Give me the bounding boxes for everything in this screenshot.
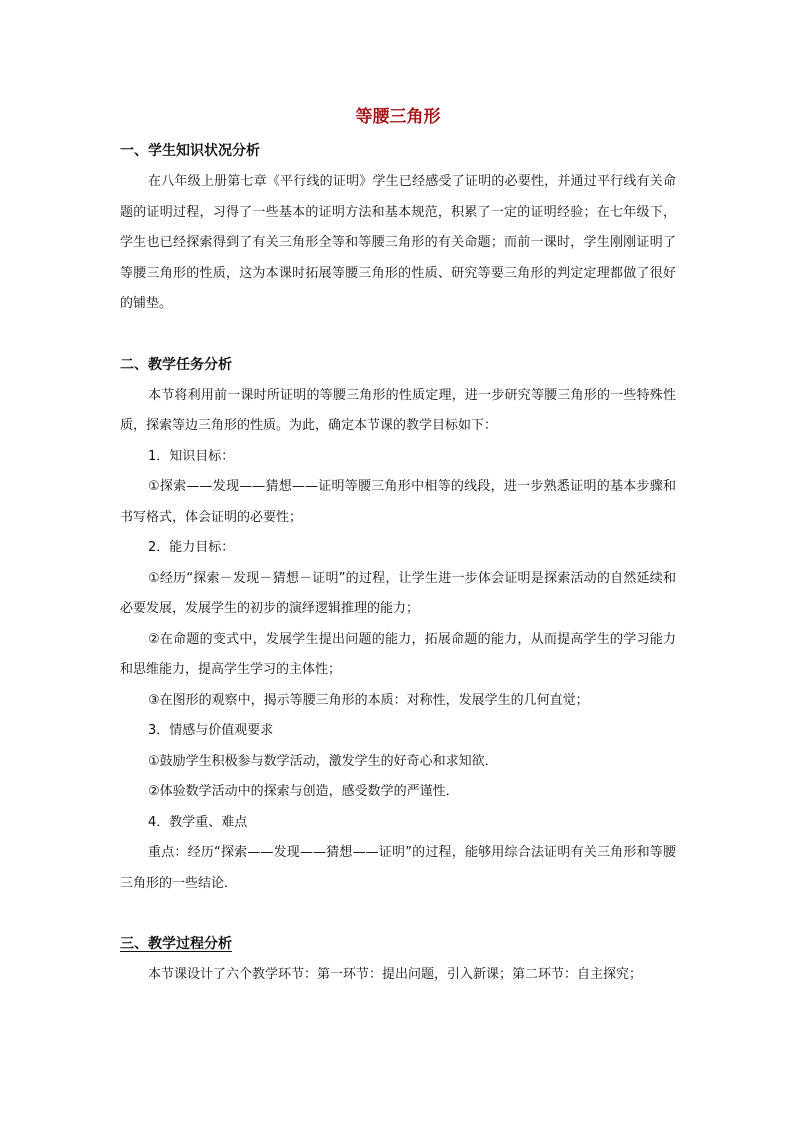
paragraph: ①鼓励学生积极参与数学活动，激发学生的好奇心和求知欲． bbox=[148, 753, 498, 769]
section-teaching-task bbox=[120, 355, 676, 900]
document-page bbox=[120, 98, 676, 991]
list-item: 1．知识目标： bbox=[148, 448, 235, 464]
section-spacer bbox=[120, 899, 676, 934]
paragraph: ①探索——发现——猜想——证明等腰三角形中相等的线段，进一步熟悉证明的基本步骤和书写格式，体会证明的必要性； bbox=[120, 479, 676, 525]
section-heading: 二、教学任务分析 bbox=[120, 356, 232, 373]
paragraph: 本节将利用前一课时所证明的等腰三角形的性质定理，进一步研究等腰三角形的一些特殊性质，探索等边三角形的性质。为此，确定本节课的教学目标如下： bbox=[120, 387, 676, 433]
paragraph: 重点：经历“探索——发现——猜想——证明”的过程，能够用综合法证明有关三角形和等腰三角形的一些结论． bbox=[120, 845, 676, 891]
section-heading: 三、教学过程分析 bbox=[120, 936, 232, 952]
list-item: 2．能力目标： bbox=[148, 540, 235, 555]
section-spacer bbox=[120, 320, 676, 355]
paragraph: 在八年级上册第七章《平行线的证明》学生已经感受了证明的必要性，并通过平行线有关命题的证明过程，习得了一些基本的证明方法和基本规范，积累了一定的证明经验；在七年级下，学生也已经探索得到了有关三角形全等和等腰三角形的有关命题；而前一课时，学生刚刚证明了等腰三角形的性质，这为本课时拓展等腰三角形的性质、研究等要三角形的判定定理都做了很好的铺垫。 bbox=[120, 174, 676, 311]
document-title: 等腰三角形 bbox=[355, 107, 441, 127]
paragraph: 本节课设计了六个教学环节：第一环节：提出问题，引入新课；第二环节：自主探究； bbox=[148, 967, 643, 982]
list-item: 3．情感与价值观要求 bbox=[148, 723, 274, 738]
paragraph: ③在图形的观察中，揭示等腰三角形的本质：对称性，发展学生的几何直觉； bbox=[148, 692, 589, 708]
section-student-knowledge bbox=[120, 141, 676, 320]
list-item: 4．教学重、难点 bbox=[148, 814, 248, 830]
paragraph: ②体验数学活动中的探索与创造，感受数学的严谨性． bbox=[148, 784, 459, 799]
section-teaching-process bbox=[120, 934, 676, 991]
paragraph: ②在命题的变式中，发展学生提出问题的能力，拓展命题的能力，从而提高学生的学习能力和思维能力，提高学生学习的主体性； bbox=[120, 631, 676, 677]
paragraph: ①经历“探索－发现－猜想－证明”的过程，让学生进一步体会证明是探索活动的自然延续和必要发展，发展学生的初步的演绎逻辑推理的能力； bbox=[120, 570, 676, 616]
section-heading: 一、学生知识状况分析 bbox=[120, 143, 260, 159]
